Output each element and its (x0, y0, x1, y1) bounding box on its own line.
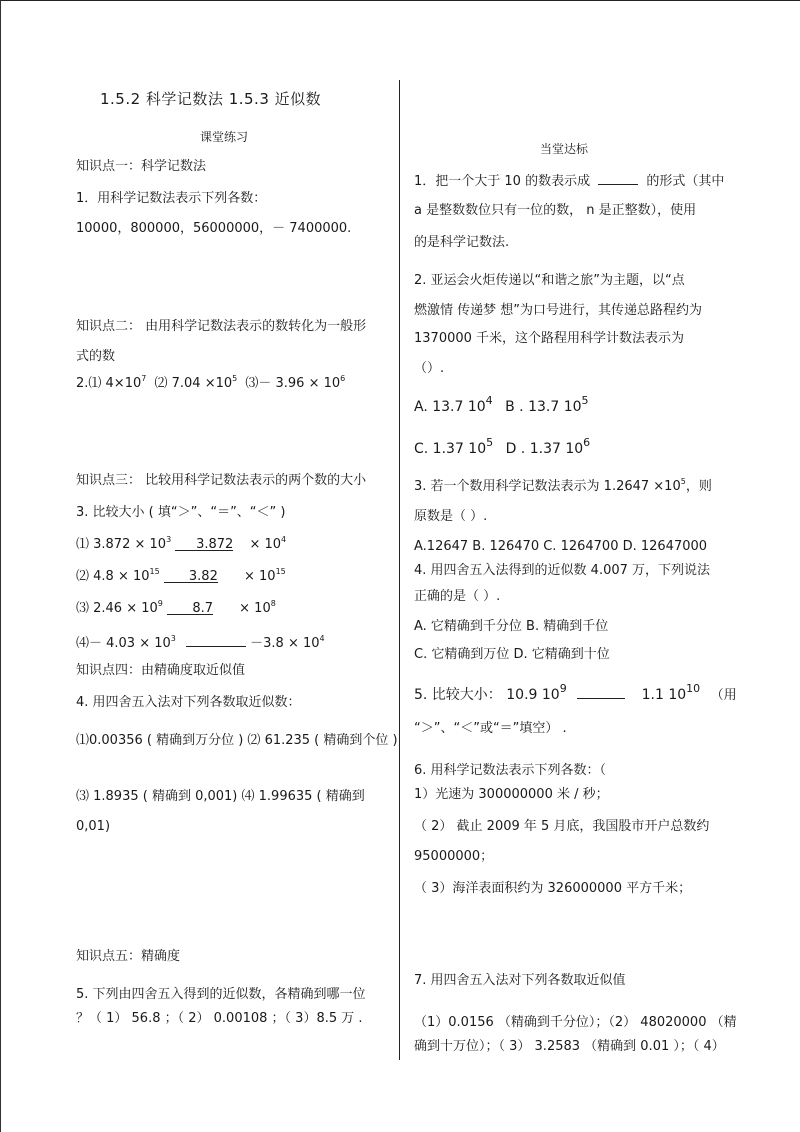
right-subtitle: 当堂达标 (540, 142, 589, 156)
r-question-7-line-a: （1）0.0156 （精确到千分位）；（2） 48020000 （精 (414, 1015, 737, 1030)
question-4-line-c: 0,01) (76, 819, 111, 834)
option-a[interactable]: A. 13.7 10 (414, 399, 486, 415)
page-title: 1.5.2 科学记数法 1.5.3 近似数 (100, 90, 322, 108)
r-question-3-line-b: 原数是（ ）. (414, 509, 488, 524)
r-question-6: 6. 用科学记数法表示下列各数：（ (414, 763, 607, 778)
question-1-numbers: 10000，800000，56000000，－ 7400000. (76, 221, 352, 236)
answer-blank-2[interactable]: 3.82 (164, 568, 218, 583)
answer-blank-3[interactable]: 8.7 (167, 600, 213, 615)
question-1: 1．用科学记数法表示下列各数： (76, 191, 267, 206)
r-question-7-line-b: 确到十万位）；（ 3） 3.2583 （精确到 0.01 ）；（ 4） (414, 1039, 725, 1054)
question-3: 3. 比较大小 ( 填“＞”、“＝”、“＜” ) (76, 505, 286, 520)
r-question-7: 7. 用四舍五入法对下列各数取近似值 (414, 973, 626, 988)
compare-row-1: ⑴ $3.872 \times 10^3$ $3.872 \times 10^4$ (76, 535, 287, 552)
r-question-3-options: A.12647 B. 126470 C. 1264700 D. 12647000 (414, 539, 708, 554)
question-2: 2.⑴ $4\times 10^7$ ⑵ $7.04 \times 10^5$ ⑶－ $3.96 \times 10^6$ (76, 374, 346, 391)
r-question-4-line-b: 正确的是（ ）. (414, 589, 501, 604)
r-question-6-item-2: （ 2） 截止 2009 年 5 月底，我国股市开户总数约 (414, 819, 710, 834)
answer-blank-4[interactable] (186, 632, 246, 647)
question-4-line-a: ⑴0.00356 ( 精确到万分位 ) ⑵ 61.235 ( 精确到个位 ) (76, 733, 398, 748)
r-question-5-line-a: 5. 比较大小： 10.9 $10^9$ 1.1 $10^{10}$ （用 (414, 682, 737, 703)
r-question-2-line-c: 1370000 千米，这个路程用科学计数法表示为 (414, 331, 685, 346)
option-c[interactable]: C. 1.37 10 (414, 441, 487, 457)
page-left-border (0, 0, 1, 1132)
knowledge-point-2-line1: 知识点二： 由用科学记数法表示的数转化为一般形 (76, 319, 367, 334)
r-question-4-line-a: 4. 用四舍五入法得到的近似数 4.007 万，下列说法 (414, 563, 711, 578)
r-question-5-line-b: “＞”、“＜”或“＝”填空） . (414, 721, 567, 736)
r-question-2-options-cd: C. 1.37 $10^5$ D . 1.37 $10^6$ (414, 436, 591, 457)
r-question-1-line-c: 的是科学记数法. (414, 235, 510, 250)
question-2-part-c: ⑶－ 3.96 × 10 (245, 376, 341, 391)
question-4: 4. 用四舍五入法对下列各数取近似数： (76, 695, 301, 710)
r-answer-blank-1[interactable] (598, 170, 638, 185)
r-question-2-line-d: （）. (414, 361, 445, 376)
knowledge-point-2-line2: 式的数 (76, 349, 116, 364)
r-question-6-item-1: 1）光速为 300000000 米 / 秒； (414, 787, 609, 802)
r-question-2-line-a: 2. 亚运会火炬传递以“和谐之旅”为主题，以“点 (414, 273, 685, 288)
compare-row-3: ⑶ $2.46 \times 10^9$ $8.7 \times 10^8$ (76, 599, 276, 616)
r-question-2-line-b: 燃激情 传递梦 想”为口号进行，其传递总路程约为 (414, 303, 702, 318)
knowledge-point-3: 知识点三： 比较用科学记数法表示的两个数的大小 (76, 473, 367, 488)
knowledge-point-5: 知识点五：精确度 (76, 949, 181, 964)
knowledge-point-4: 知识点四：由精确度取近似值 (76, 663, 246, 678)
r-question-2-options-ab: A. 13.7 $10^4$ B . 13.7 $10^5$ (414, 394, 589, 415)
question-5-line-a: 5. 下列由四舍五入得到的近似数，各精确到哪一位 (76, 987, 366, 1002)
question-4-line-b: ⑶ 1.8935 ( 精确到 0,001) ⑷ 1.99635 ( 精确到 (76, 789, 365, 804)
page-top-border (0, 0, 800, 1)
left-subtitle: 课堂练习 (200, 130, 249, 144)
r-answer-blank-5[interactable] (577, 684, 625, 699)
compare-row-2: ⑵ $4.8 \times 10^{15}$ $3.82 \times 10^{15}$ (76, 567, 286, 584)
r-question-6-item-2b: 95000000； (414, 849, 494, 864)
r-question-1-line-b: a 是整数数位只有一位的数， n 是正整数），使用 (414, 203, 697, 218)
question-2-part-b: ⑵ 7.04 ×10 (154, 376, 233, 391)
compare-row-4: ⑷－ $4.03 \times 10^3 -3.8 \times 10^4$ (76, 634, 325, 651)
r-question-1-line-a: 1．把一个大于 10 的数表示成 的形式（其中 (414, 170, 724, 191)
column-divider (399, 80, 400, 1060)
option-b[interactable]: B . 13.7 10 (505, 399, 582, 415)
answer-blank-1[interactable]: 3.872 (175, 536, 233, 551)
r-question-3-line-a: 3. 若一个数用科学记数法表示为 $1.2647 \times 10^5$，则 (414, 477, 712, 494)
r-question-4-options-ab: A. 它精确到千分位 B. 精确到千位 (414, 619, 609, 634)
option-d[interactable]: D . 1.37 10 (505, 441, 584, 457)
question-5-line-b: ？（ 1） 56.8 ；（ 2） 0.00108 ；（ 3）8.5 万 . (76, 1011, 363, 1026)
question-2-part-a: 2.⑴ 4× (76, 376, 125, 391)
r-question-4-options-cd: C. 它精确到万位 D. 它精确到十位 (414, 647, 610, 662)
r-question-6-item-3: （ 3）海洋表面积约为 326000000 平方千米； (414, 881, 692, 896)
knowledge-point-1: 知识点一：科学记数法 (76, 159, 207, 174)
